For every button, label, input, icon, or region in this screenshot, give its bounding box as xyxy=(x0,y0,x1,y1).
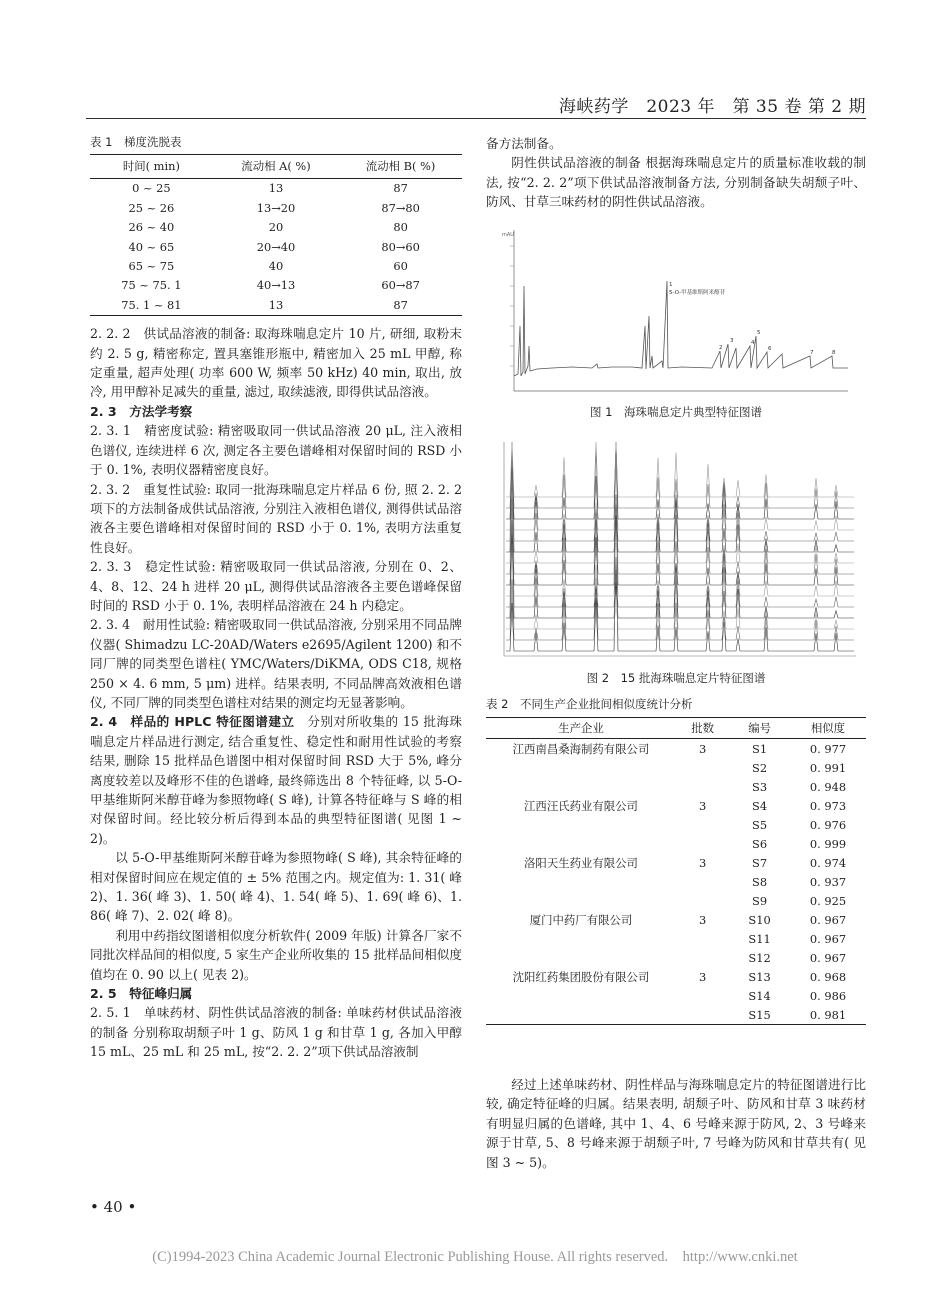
table2-cell: 厦门中药厂有限公司 xyxy=(529,912,633,927)
table2-cell: 3 xyxy=(698,912,707,927)
table2-cell xyxy=(676,834,729,853)
table2-cell: S9 xyxy=(752,893,768,908)
table1-cell: 75. 1 ~ 81 xyxy=(121,297,182,312)
header-rule xyxy=(86,118,866,119)
table-row xyxy=(486,777,866,796)
figure-1-chromatogram xyxy=(492,226,854,402)
right-column-top xyxy=(486,134,866,212)
table2-cell xyxy=(486,758,676,777)
table-row xyxy=(486,872,866,891)
table1-cell: 13 xyxy=(268,297,284,312)
table2-header-2: 编号 xyxy=(748,721,771,735)
table2-cell xyxy=(676,777,729,796)
table2-cell: 0. 967 xyxy=(809,912,847,927)
svg-text:4: 4 xyxy=(751,340,755,346)
table-row xyxy=(486,910,866,929)
para-2-5-1: 2. 5. 1 单味药材、阴性供试品溶液的制备: 单味药材供试品溶液的制备 分别称取胡颓子叶 1 g、防风 1 g 和甘草 1 g, 各加入甲醇 15 mL、25 mL 和 25 mL, 按“2. 2. 2”项下供试品溶液制 xyxy=(90,1005,462,1060)
table2-cell: 0. 976 xyxy=(809,817,847,832)
table1-header-2: 流动相 B( %) xyxy=(365,159,436,173)
table-row xyxy=(486,815,866,834)
table1-header-0: 时间( min) xyxy=(122,159,180,173)
table-row xyxy=(90,296,462,316)
table-row xyxy=(486,891,866,910)
table2-cell: 0. 977 xyxy=(809,741,847,756)
table2-cell xyxy=(676,891,729,910)
figure-1-caption: 图 1 海珠喘息定片典型特征图谱 xyxy=(590,405,762,419)
svg-text:3: 3 xyxy=(730,338,734,344)
table2-cell: 0. 967 xyxy=(809,931,847,946)
table-row xyxy=(486,834,866,853)
table2-cell: S8 xyxy=(752,874,768,889)
para-r-negative: 阴性供试品溶液的制备 根据海珠喘息定片的质量标准收载的制法, 按“2. 2. 2”项下供试品溶液制备方法, 分别制备缺失胡颓子叶、防风、甘草三味药材的阴性供试品溶液。 xyxy=(486,155,866,210)
svg-text:6: 6 xyxy=(768,346,772,352)
table1-cell: 60 xyxy=(393,259,408,274)
table1-cell: 25 ~ 26 xyxy=(128,200,175,215)
table2-cell xyxy=(676,929,729,948)
table2-cell xyxy=(676,1005,729,1025)
table-row xyxy=(486,1005,866,1025)
table2-cell: S12 xyxy=(748,950,771,965)
table1-cell: 0 ~ 25 xyxy=(132,181,171,196)
table1-cell: 13 xyxy=(268,181,284,196)
table2-cell: S7 xyxy=(752,855,768,870)
table-row xyxy=(486,796,866,815)
table2-cell: S13 xyxy=(748,969,771,984)
table-row xyxy=(486,948,866,967)
table1-header-1: 流动相 A( %) xyxy=(241,159,311,173)
table-row xyxy=(486,739,866,759)
table-row xyxy=(90,218,462,237)
table2-cell xyxy=(676,872,729,891)
table-row xyxy=(90,276,462,295)
table2-cell: 江西汪氏药业有限公司 xyxy=(524,798,638,813)
table-row xyxy=(486,758,866,777)
table2-cell: S10 xyxy=(748,912,771,927)
table2-cell xyxy=(676,815,729,834)
sample-trace xyxy=(506,495,854,585)
figure-2-chromatograms xyxy=(476,436,862,666)
page-number: • 40 • xyxy=(90,1198,137,1216)
table2-cell: S3 xyxy=(752,779,768,794)
table2-cell: 0. 991 xyxy=(809,760,847,775)
table2-cell: 0. 937 xyxy=(809,874,847,889)
para-2-4-similarity: 利用中药指纹图谱相似度分析软件( 2009 年版) 计算各厂家不同批次样品间的相似度, 5 家生产企业所收集的 15 批样品间相似度值均在 0. 90 以上( 见表 2)。 xyxy=(90,927,462,982)
para-r1: 备方法制备。 xyxy=(486,136,562,151)
table2-header-1: 批数 xyxy=(691,721,714,735)
table1-cell: 80→60 xyxy=(381,239,420,254)
para-r-assignment: 经过上述单味药材、阴性样品与海珠喘息定片的特征图谱进行比较, 确定特征峰的归属。结果表明, 胡颓子叶、防风和甘草 3 味药材有明显归属的色谱峰, 其中 1、4、6 号峰来源于防风, 2、3 号峰来源于甘草, 5、8 号峰来源于胡颓子叶, 7 号峰为防风和甘草共有( 见图 3 ~ 5)。 xyxy=(486,1077,866,1170)
table2-cell: 0. 986 xyxy=(809,988,847,1003)
table2-cell: 3 xyxy=(698,741,707,756)
table1-cell: 87→80 xyxy=(381,200,420,215)
table-row xyxy=(486,967,866,986)
table2-block xyxy=(486,696,866,1025)
svg-text:mAU: mAU xyxy=(502,232,514,238)
sample-trace xyxy=(506,534,854,629)
table2-cell: S4 xyxy=(752,798,768,813)
sample-trace xyxy=(506,442,854,508)
table1-cell: 80 xyxy=(393,220,408,235)
para-2-3-4: 2. 3. 4 耐用性试验: 精密吸取同一供试品溶液, 分别采用不同品牌仪器( Shimadzu LC-20AD/Waters e2695/Agilent 1200) 和不同厂牌的同类型色谱柱( YMC/Waters/DiKMA, ODS C18, 规格 250 × 4. 6 mm, 5 μm) 进样。结果表明, 不同品牌高效液相色谱仪, 不同厂牌的同类型色谱柱对结果的测定均无显著影响。 xyxy=(90,617,462,710)
svg-text:5: 5 xyxy=(757,330,761,336)
table1-cell: 65 ~ 75 xyxy=(128,259,175,274)
sample-trace xyxy=(506,478,854,563)
table2-cell: 0. 948 xyxy=(809,779,847,794)
table1-cell: 26 ~ 40 xyxy=(128,220,175,235)
sample-trace xyxy=(506,495,854,574)
table2-cell: S1 xyxy=(752,741,768,756)
table2-cell: S5 xyxy=(752,817,768,832)
table2-cell xyxy=(486,929,676,948)
heading-2-5: 2. 5 特征峰归属 xyxy=(90,986,193,1002)
table2-cell xyxy=(676,948,729,967)
table1-cell: 20 xyxy=(268,220,284,235)
table1-cell: 13→20 xyxy=(256,200,296,215)
table2-cell: 0. 967 xyxy=(809,950,847,965)
table2-header-3: 相似度 xyxy=(810,721,846,735)
table2-cell: 0. 974 xyxy=(809,855,847,870)
table-row xyxy=(90,238,462,257)
figure-2-plot xyxy=(476,436,862,666)
table1-caption: 表 1 梯度洗脱表 xyxy=(90,135,182,149)
table-row xyxy=(486,853,866,872)
para-2-3-3: 2. 3. 3 稳定性试验: 精密吸取同一供试品溶液, 分别在 0、2、4、8、12、24 h 进样 20 μL, 测得供试品溶液各主要色谱峰保留时间的 RSD 小于 0. 1%, 表明样品溶液在 24 h 内稳定。 xyxy=(90,559,462,613)
table1-cell: 75 ~ 75. 1 xyxy=(121,278,182,293)
sample-trace xyxy=(506,442,854,530)
table2-cell: 0. 999 xyxy=(809,836,847,851)
table1-cell: 40 ~ 65 xyxy=(128,239,175,254)
sample-trace xyxy=(506,562,854,652)
table2-cell: S11 xyxy=(748,931,771,946)
table1-cell: 87 xyxy=(393,297,408,312)
copyright-notice: (C)1994-2023 China Academic Journal Electronic Publishing House. All rights reserved. http://www.cnki.net xyxy=(152,1249,798,1265)
table2-cell: S6 xyxy=(752,836,768,851)
sample-trace xyxy=(506,496,854,607)
table-row xyxy=(90,179,462,199)
table-row xyxy=(90,257,462,276)
table2-similarity xyxy=(486,717,866,1025)
svg-text:2: 2 xyxy=(719,345,723,351)
figure-1-s-peak-label: 5-O-甲基维斯阿米醇苷 xyxy=(669,290,726,296)
svg-text:8: 8 xyxy=(832,350,836,356)
table2-cell: 洛阳天生药业有限公司 xyxy=(524,855,638,870)
table2-cell xyxy=(676,758,729,777)
table2-cell xyxy=(486,815,676,834)
para-2-3-1: 2. 3. 1 精密度试验: 精密吸取同一供试品溶液 20 μL, 注入液相色谱仪, 连续进样 6 次, 测定各主要色谱峰相对保留时间的 RSD 小于 0. 1%, 表明仪器精密度良好。 xyxy=(90,423,462,478)
sample-trace xyxy=(506,499,854,618)
table2-cell: S14 xyxy=(748,988,771,1003)
table1-cell: 20→40 xyxy=(256,239,296,254)
table2-cell: S2 xyxy=(752,760,768,775)
heading-2-3: 2. 3 方法学考察 xyxy=(90,403,193,419)
table2-caption: 表 2 不同生产企业批间相似度统计分析 xyxy=(486,697,693,711)
table-row xyxy=(90,199,462,218)
table2-cell xyxy=(486,777,676,796)
right-column-bottom xyxy=(486,1075,866,1172)
para-2-4-rrt: 以 5-O-甲基维斯阿米醇苷峰为参照物峰( S 峰), 其余特征峰的相对保留时间应在规定值的 ± 5% 范围之内。规定值为: 1. 31( 峰 2)、1. 36( 峰 3)、1. 50( 峰 4)、1. 54( 峰 5)、1. 69( 峰 6)、1. 86( 峰 7)、2. 02( 峰 8)。 xyxy=(90,850,462,924)
table2-cell xyxy=(486,948,676,967)
table2-cell xyxy=(486,986,676,1005)
table2-cell: 3 xyxy=(698,798,707,813)
table2-cell: 0. 925 xyxy=(809,893,847,908)
para-2-2-2: 2. 2. 2 供试品溶液的制备: 取海珠喘息定片 10 片, 研细, 取粉末约 2. 5 g, 精密称定, 置具塞锥形瓶中, 精密加入 25 mL 甲醇, 称定重量, 超声处理( 功率 600 W, 频率 50 kHz) 40 min, 取出, 放冷, 用甲醇补足减失的重量, 滤过, 取续滤液, 即得供试品溶液。 xyxy=(90,326,462,400)
sample-trace xyxy=(506,518,854,596)
table2-cell xyxy=(486,1005,676,1025)
table2-cell: 0. 981 xyxy=(809,1007,847,1022)
journal-header: 海峡药学 2023 年 第 35 卷 第 2 期 xyxy=(558,97,866,117)
table2-header-0: 生产企业 xyxy=(558,721,604,735)
table1-cell: 60→87 xyxy=(381,278,420,293)
svg-text:7: 7 xyxy=(810,350,814,356)
table2-cell: 0. 968 xyxy=(809,969,847,984)
table2-cell xyxy=(676,986,729,1005)
table2-cell xyxy=(486,891,676,910)
table2-cell: 沈阳红药集团股份有限公司 xyxy=(512,969,650,984)
figure-2-caption: 图 2 15 批海珠喘息定片特征图谱 xyxy=(586,671,766,685)
table2-cell: 3 xyxy=(698,855,707,870)
table1-cell: 40 xyxy=(268,259,284,274)
figure-1-plot xyxy=(492,226,854,402)
left-column xyxy=(90,134,462,1062)
table1-gradient xyxy=(90,154,462,316)
table2-cell: S15 xyxy=(748,1007,771,1022)
sample-trace xyxy=(506,442,854,541)
table1-cell: 40→13 xyxy=(256,278,296,293)
heading-2-4: 2. 4 样品的 HPLC 特征图谱建立 xyxy=(90,714,295,730)
table-row xyxy=(486,929,866,948)
table2-cell xyxy=(486,834,676,853)
table-row xyxy=(486,986,866,1005)
sample-trace xyxy=(506,442,854,519)
table2-cell: 江西南昌桑海制药有限公司 xyxy=(512,741,650,756)
table2-cell xyxy=(486,872,676,891)
para-2-3-2: 2. 3. 2 重复性试验: 取同一批海珠喘息定片样品 6 份, 照 2. 2. 2 项下的方法制备成供试品溶液, 分别注入液相色谱仪, 测得供试品溶液各主要色谱峰相对保留时间的 RSD 小于 0. 1%, 表明方法重复性良好。 xyxy=(90,481,462,555)
table1-cell: 87 xyxy=(393,181,408,196)
table2-cell: 3 xyxy=(698,969,707,984)
sample-trace xyxy=(506,442,854,497)
para-2-4: 分别对所收集的 15 批海珠喘息定片样品进行测定, 结合重复性、稳定性和耐用性试验的考察结果, 删除 15 批样品色谱图中相对保留时间 RSD 大于 5%, 峰分离度较差以及峰形不佳的色谱峰, 最终筛选出 8 个特征峰, 以 5-O-甲基维斯阿米醇苷峰为参照物峰( S 峰), 计算各特征峰与 S 峰的相对保留时间。经比较分析后得到本品的典型特征图谱( 见图 1 ~ 2)。 xyxy=(90,714,462,846)
table2-cell: 0. 973 xyxy=(809,798,847,813)
svg-text:1: 1 xyxy=(669,282,673,288)
